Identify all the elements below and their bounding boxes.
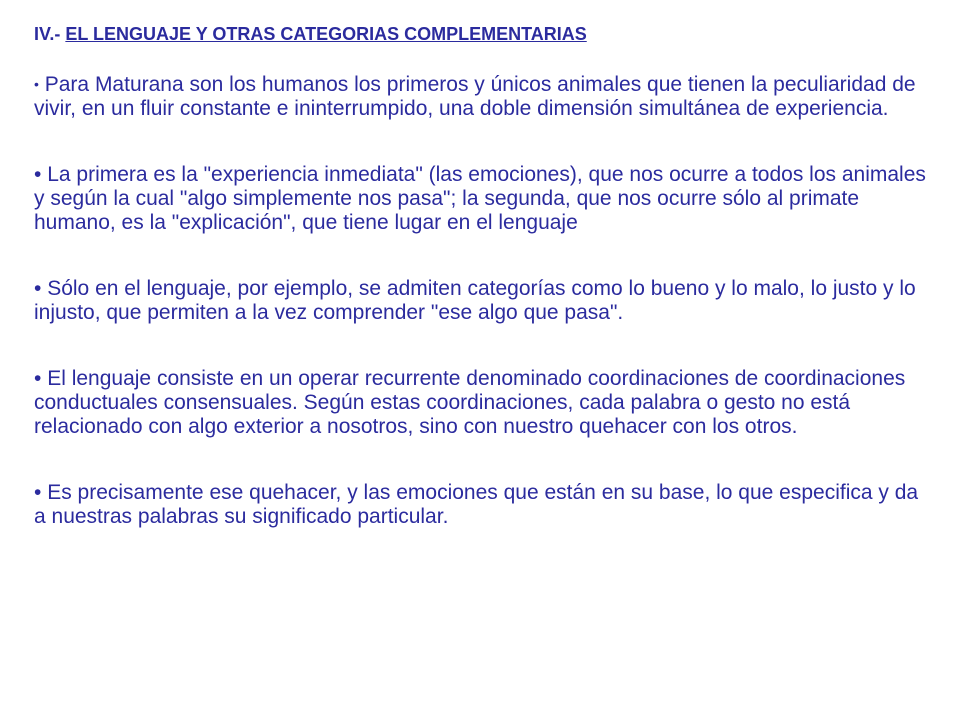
paragraph-4 (34, 367, 934, 439)
bullet-4: • (34, 367, 42, 390)
paragraph-1 (34, 72, 934, 121)
paragraph-3-text: Sólo en el lenguaje, por ejemplo, se admiten categorías como lo bueno y lo malo, lo justo y lo injusto, que permiten a la vez comprender "ese algo que pasa". (34, 277, 916, 324)
bullet-5: • (34, 481, 42, 504)
title-text: EL LENGUAJE Y OTRAS CATEGORIAS COMPLEMENTARIAS (65, 24, 587, 44)
slide-title (34, 22, 934, 46)
bullet-1: • (34, 76, 39, 92)
slide-content (34, 22, 934, 571)
bullet-2: • (34, 163, 42, 186)
paragraph-5 (34, 481, 934, 529)
paragraph-5-text: Es precisamente ese quehacer, y las emociones que están en su base, lo que especifica y da a nuestras palabras su significado particular. (34, 481, 919, 528)
paragraph-2-text: La primera es la "experiencia inmediata" (las emociones), que nos ocurre a todos los animales y según la cual "algo simplemente nos pasa"; la segunda, que nos ocurre sólo al primate humano, es la "explicación", que tiene lugar en el lenguaje (34, 163, 926, 234)
paragraph-1-text: Para Maturana son los humanos los primeros y únicos animales que tienen la peculiaridad de vivir, en un fluir constante e ininterrumpido, una doble dimensión simultánea de experiencia. (34, 73, 916, 120)
paragraph-2 (34, 163, 934, 235)
paragraph-4-text: El lenguaje consiste en un operar recurrente denominado coordinaciones de coordinaciones conductuales consensuales. Según estas coordinaciones, cada palabra o gesto no está relacionado con algo exterior a nosotros, sino con nuestro quehacer con los otros. (34, 367, 906, 438)
paragraph-3 (34, 277, 934, 325)
title-prefix: IV.- (34, 24, 66, 44)
bullet-3: • (34, 277, 42, 300)
